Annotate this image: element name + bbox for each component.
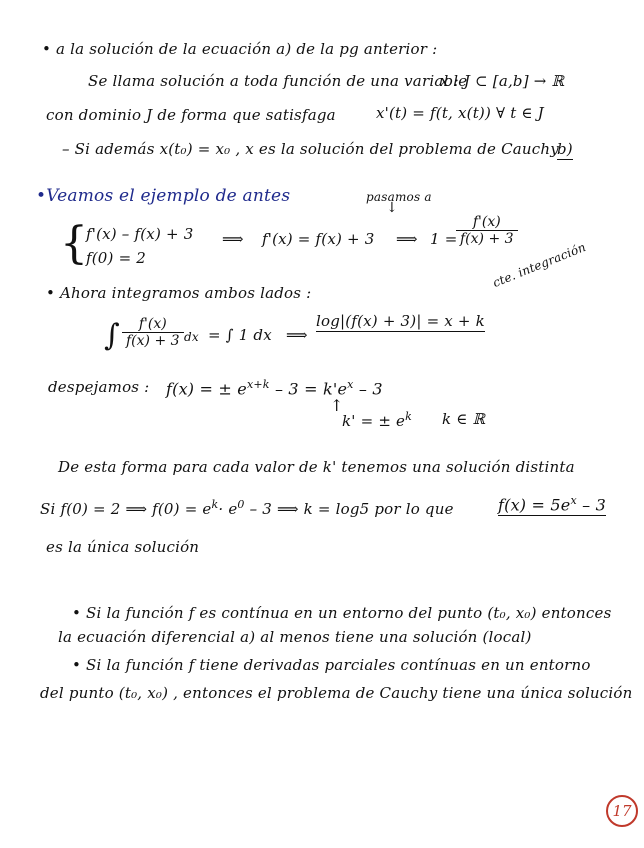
fraction-denominator: f(x) + 3	[460, 231, 514, 247]
integration-constant-note: cte. integración	[490, 239, 588, 290]
definition-text-1: Se llama solución a toda función de una variable	[88, 72, 468, 90]
kprime-definition: k' = ± $e^k$	[342, 410, 413, 430]
integrand-fraction	[122, 316, 184, 349]
definition-function-domain: x : J ⊂ [a,b] → ℝ	[440, 72, 565, 90]
integration-result: log|(f(x) + 3)| = x + k	[316, 312, 485, 330]
page-number-text: 17	[612, 802, 632, 820]
integrand-dx: dx	[184, 330, 199, 344]
integrand-denominator: f(x) + 3	[126, 333, 180, 349]
integrand-numerator: f'(x)	[122, 316, 184, 333]
cauchy-remark: – Si además x(t₀) = x₀ , x es la solución del problema de Cauchy	[62, 140, 559, 158]
implies-arrow-1: ⟹	[222, 230, 244, 248]
integral-sign: ∫	[104, 318, 120, 353]
cauchy-label: b)	[557, 140, 573, 158]
initial-condition-derivation: Si f(0) = 2 ⟹ $f(0) = e^k\cdot e^0 - 3$ ⟹ k = log5 por lo que	[40, 498, 454, 518]
theorem-uniqueness-1: • Si la función f tiene derivadas parciales contínuas en un entorno	[72, 656, 591, 674]
system-eq-1: f'(x) – f(x) + 3	[86, 225, 194, 243]
theorem-existence-1: • Si la función f es contínua en un entorno del punto (t₀, x₀) entonces	[72, 604, 612, 622]
equation-derivative: f'(x) = f(x) + 3	[262, 230, 375, 248]
final-solution: $f(x) = 5e^x - 3$	[498, 494, 607, 515]
down-arrow-icon: ↓	[386, 200, 398, 216]
definition-equation: x'(t) = f(t, x(t)) ∀ t ∈ J	[376, 104, 544, 122]
solve-expression: f(x) = ± $e^{x+k} - 3 = k'e^x - 3$	[166, 378, 383, 399]
unique-solution-text: es la única solución	[46, 538, 200, 556]
solve-label: despejamos :	[48, 378, 150, 396]
integrate-heading: • Ahora integramos ambos lados :	[46, 284, 312, 302]
definition-text-2: con dominio J de forma que satisfaga	[46, 106, 336, 124]
fraction-numerator: f'(x)	[456, 214, 518, 231]
k-domain: k ∈ ℝ	[442, 410, 486, 428]
theorem-uniqueness-2: del punto (t₀, x₀) , entonces el problema de Cauchy tiene una única solución	[40, 684, 633, 702]
implies-arrow-2: ⟹	[396, 230, 418, 248]
definition-heading: • a la solución de la ecuación a) de la pg anterior :	[42, 40, 438, 58]
up-arrow-icon: ↑	[330, 396, 344, 415]
theorem-existence-2: la ecuación diferencial a) al menos tiene una solución (local)	[58, 628, 532, 646]
system-brace: {	[60, 218, 88, 269]
distinct-solutions-text: De esta forma para cada valor de k' tenemos una solución distinta	[58, 458, 575, 476]
example-heading: •Veamos el ejemplo de antes	[36, 186, 291, 206]
implies-arrow-3: ⟹	[286, 326, 308, 344]
integral-rhs: = ∫ 1 dx	[208, 326, 272, 344]
equation-one-fraction	[456, 214, 518, 247]
note-pasamos: pasamos a	[366, 190, 432, 204]
system-eq-2: f(0) = 2	[86, 249, 147, 267]
page-number-circle	[606, 795, 638, 827]
equation-one-lhs: 1 =	[430, 230, 458, 248]
